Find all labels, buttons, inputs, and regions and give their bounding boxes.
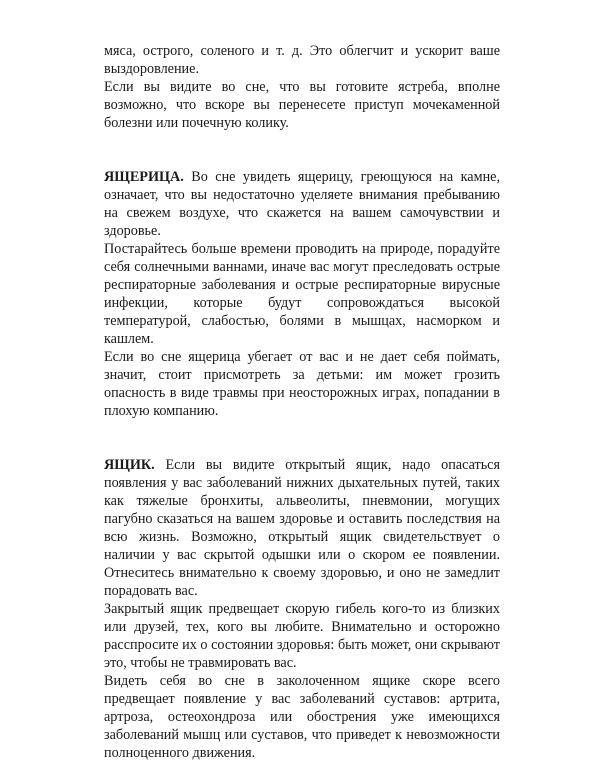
entry-term: ЯЩИК. [104, 457, 155, 473]
entry-paragraph: Постарайтесь больше времени проводить на природе, порадуйте себя солнечными ваннами, иначе вас могут преследовать острые респираторные заболевания и острые респираторные вирусные инфекции, которые будут сопровождаться высокой температурой, слабостью, болями в мышцах, насморком и кашлем. [104, 241, 500, 347]
entry-box [104, 456, 500, 762]
entry-text: Если вы видите открытый ящик, надо опасаться появления у вас заболеваний нижних дыхательных путей, таких как тяжелые бронхиты, альвеолиты, пневмонии, могущих пагубно сказаться на вашем здоровье и оставить последствия на всю жизнь. Возможно, открытый ящик свидетельствует о наличии у вас скрытой одышки или о скором ее появлении. Отнеситесь внимательно к своему здоровью, и оно не замедлит порадовать вас. [104, 457, 501, 599]
entry-paragraph: Если во сне ящерица убегает от вас и не дает себя поймать, значит, стоит присмотреть за детьми: им может грозить опасность в виде травмы при неосторожных играх, попадании в плохую компанию. [104, 349, 500, 419]
entry-paragraph [104, 168, 500, 240]
entry-term: ЯЩЕРИЦА. [104, 169, 184, 185]
document-page [104, 42, 500, 762]
entry-paragraph: Закрытый ящик предвещает скорую гибель кого-то из близких или друзей, тех, кого вы любите. Внимательно и осторожно расспросите их о состоянии здоровья: быть может, они скрывают это, чтобы не травмировать вас. [104, 601, 500, 671]
intro-paragraph: Если вы видите во сне, что вы готовите ястреба, вполне возможно, что вскоре вы перенесете приступ мочекаменной болезни или почечную колику. [104, 79, 500, 131]
entry-paragraph [104, 456, 500, 600]
entry-lizard [104, 168, 500, 420]
intro-paragraph: мяса, острого, соленого и т. д. Это облегчит и ускорит ваше выздоровление. [104, 43, 500, 77]
entry-text: Во сне увидеть ящерицу, греющуюся на камне, означает, что вы недостаточно уделяете внимания пребыванию на свежем воздухе, что скажется на вашем самочувствии и здоровье. [104, 169, 501, 239]
entry-paragraph: Видеть себя во сне в заколоченном ящике скоре всего предвещает появление у вас заболеваний суставов: артрита, артроза, остеохондроза или обострения уже имеющихся заболеваний мышц или суставов, что приведет к невозможности полноценного движения. [104, 673, 500, 761]
